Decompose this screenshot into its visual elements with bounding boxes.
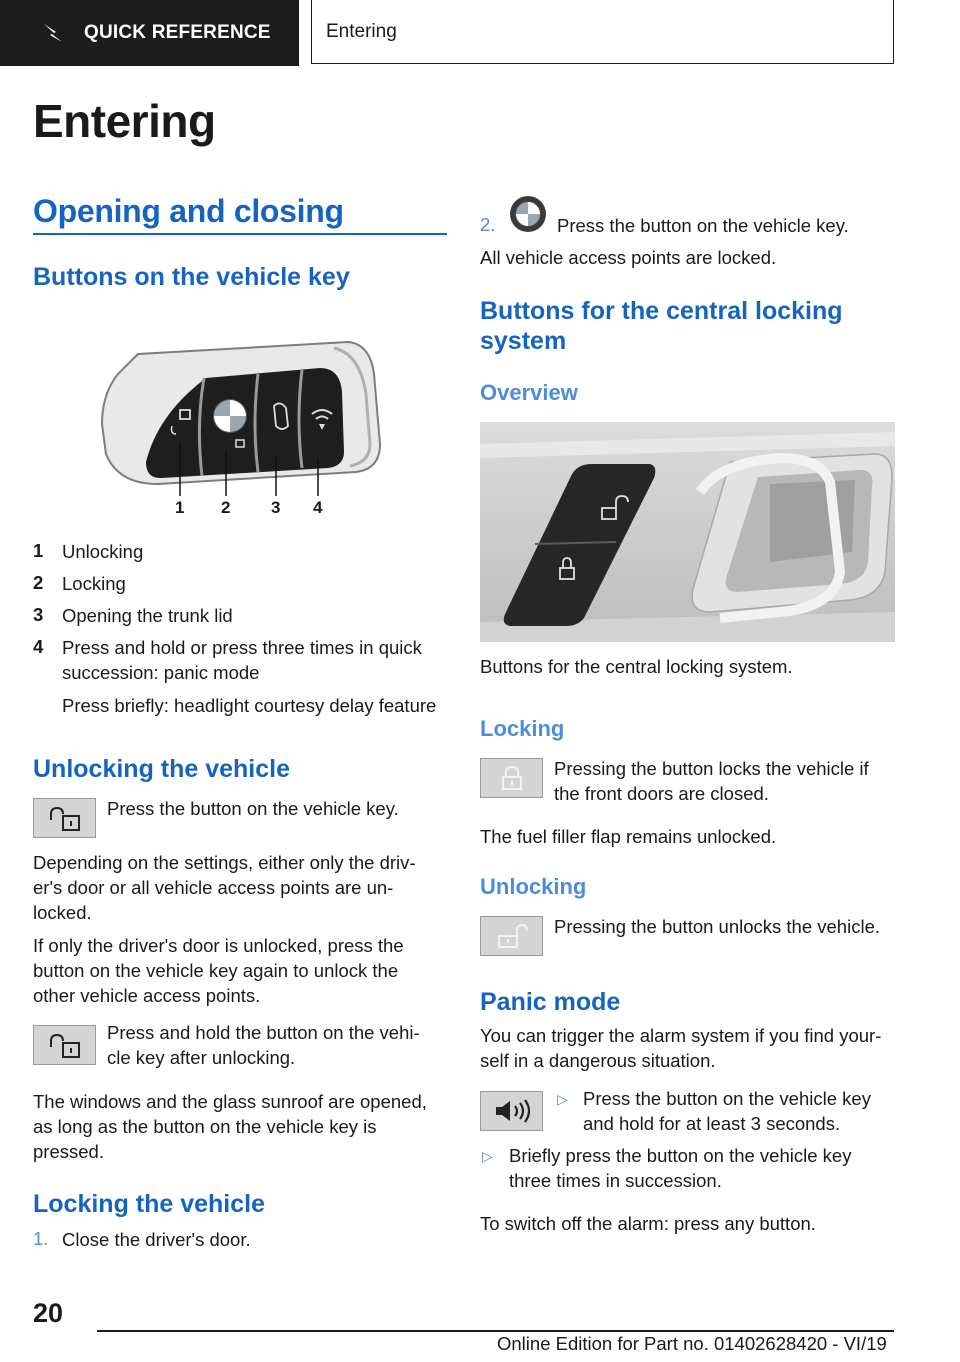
heading-rule <box>33 233 447 235</box>
figure-label-2: 2 <box>221 498 231 517</box>
lock-result: All vehicle access points are locked. <box>480 247 777 268</box>
panic-bullet-1-l1: Press the button on the vehicle key <box>583 1088 871 1109</box>
unlock-icon <box>43 1031 87 1059</box>
legend-text-4-extra: Press briefly: headlight courtesy delay feature <box>62 695 437 716</box>
quick-reference-icon <box>40 20 66 46</box>
lock-step-2-num: 2. <box>480 214 496 235</box>
heading-unlocking: Unlocking <box>480 874 587 899</box>
panic-intro-l1: You can trigger the alarm system if you find your- <box>480 1025 882 1046</box>
unlock-press-text: Press the button on the vehicle key. <box>107 798 399 819</box>
legend-num-1: 1 <box>33 540 44 561</box>
bullet-marker-icon: ▷ <box>557 1091 568 1107</box>
panic-bullet-2-l1: Briefly press the button on the vehicle key <box>509 1145 852 1166</box>
locking-text-l1: Pressing the button locks the vehicle if <box>554 758 869 779</box>
central-locking-figure <box>480 422 895 642</box>
unlock-hold-l2: cle key after unlocking. <box>107 1047 296 1068</box>
heading-central-locking-l1: Buttons for the central locking <box>480 297 843 325</box>
footer-edition: Online Edition for Part no. 01402628420 - VI/19 <box>497 1333 887 1354</box>
heading-locking: Locking <box>480 716 565 741</box>
page-number: 20 <box>33 1298 64 1328</box>
panic-alarm-icon <box>490 1097 534 1125</box>
lock-step-1-num: 1. <box>33 1228 49 1249</box>
panic-switch-off: To switch off the alarm: press any button. <box>480 1213 816 1234</box>
footer-rule <box>97 1330 894 1332</box>
legend-num-4: 4 <box>33 636 44 657</box>
page-title: Entering <box>33 95 216 147</box>
figure-label-1: 1 <box>175 498 185 517</box>
unlock-para1-l3: locked. <box>33 902 92 923</box>
unlock-central-button-image <box>480 916 543 956</box>
legend-text-1: Unlocking <box>62 541 144 562</box>
panic-intro-l2: self in a dangerous situation. <box>480 1050 716 1071</box>
unlock-para2-l1: If only the driver's door is unlocked, press the <box>33 935 404 956</box>
heading-opening-closing: Opening and closing <box>33 193 344 229</box>
unlock-para2-l3: other vehicle access points. <box>33 985 261 1006</box>
unlock-hold-button-image <box>33 1025 96 1065</box>
section-header <box>311 0 894 64</box>
legend-text-4b: succession: panic mode <box>62 662 260 683</box>
heading-central-locking-l2: system <box>480 327 567 355</box>
lock-step-2: Press the button on the vehicle key. <box>557 215 849 236</box>
vehicle-key-figure <box>98 334 388 519</box>
panic-button-image <box>480 1091 543 1131</box>
panic-bullet-1-l2: and hold for at least 3 seconds. <box>583 1113 841 1134</box>
unlock-para3-l1: The windows and the glass sunroof are opened, <box>33 1091 427 1112</box>
unlock-hold-l1: Press and hold the button on the vehi- <box>107 1022 420 1043</box>
bullet-marker-icon: ▷ <box>482 1148 493 1164</box>
bmw-key-button-icon <box>508 194 548 234</box>
unlock-para2-l2: button on the vehicle key again to unlock the <box>33 960 399 981</box>
locking-note: The fuel filler flap remains unlocked. <box>480 826 777 847</box>
legend-num-3: 3 <box>33 604 44 625</box>
figure-label-4: 4 <box>313 498 323 517</box>
heading-key-buttons: Buttons on the vehicle key <box>33 263 350 291</box>
unlock-icon <box>43 804 87 832</box>
panic-bullet-2-l2: three times in succession. <box>509 1170 722 1191</box>
unlock-icon <box>495 922 529 950</box>
figure-label-3: 3 <box>271 498 281 517</box>
legend-text-3: Opening the trunk lid <box>62 605 233 626</box>
lock-step-1: Close the driver's door. <box>62 1229 251 1250</box>
unlock-para3-l2: as long as the button on the vehicle key is <box>33 1116 377 1137</box>
overview-caption: Buttons for the central locking system. <box>480 656 793 677</box>
unlock-para3-l3: pressed. <box>33 1141 104 1162</box>
unlock-para1-l1: Depending on the settings, either only the driv- <box>33 852 416 873</box>
lock-button-image <box>480 758 543 798</box>
heading-overview: Overview <box>480 380 578 405</box>
heading-unlocking-vehicle: Unlocking the vehicle <box>33 755 291 783</box>
unlocking-text: Pressing the button unlocks the vehicle. <box>554 916 880 937</box>
section-label: Entering <box>326 20 397 42</box>
heading-locking-vehicle: Locking the vehicle <box>33 1190 266 1218</box>
unlock-button-image <box>33 798 96 838</box>
unlock-para1-l2: er's door or all vehicle access points are un- <box>33 877 394 898</box>
quick-reference-label: QUICK REFERENCE <box>84 22 271 43</box>
heading-panic-mode: Panic mode <box>480 988 621 1016</box>
quick-reference-tab[interactable] <box>0 0 299 66</box>
locking-text-l2: the front doors are closed. <box>554 783 769 804</box>
legend-num-2: 2 <box>33 572 44 593</box>
legend-text-2: Locking <box>62 573 126 594</box>
lock-icon <box>497 764 527 792</box>
legend-text-4a: Press and hold or press three times in quick <box>62 637 422 658</box>
